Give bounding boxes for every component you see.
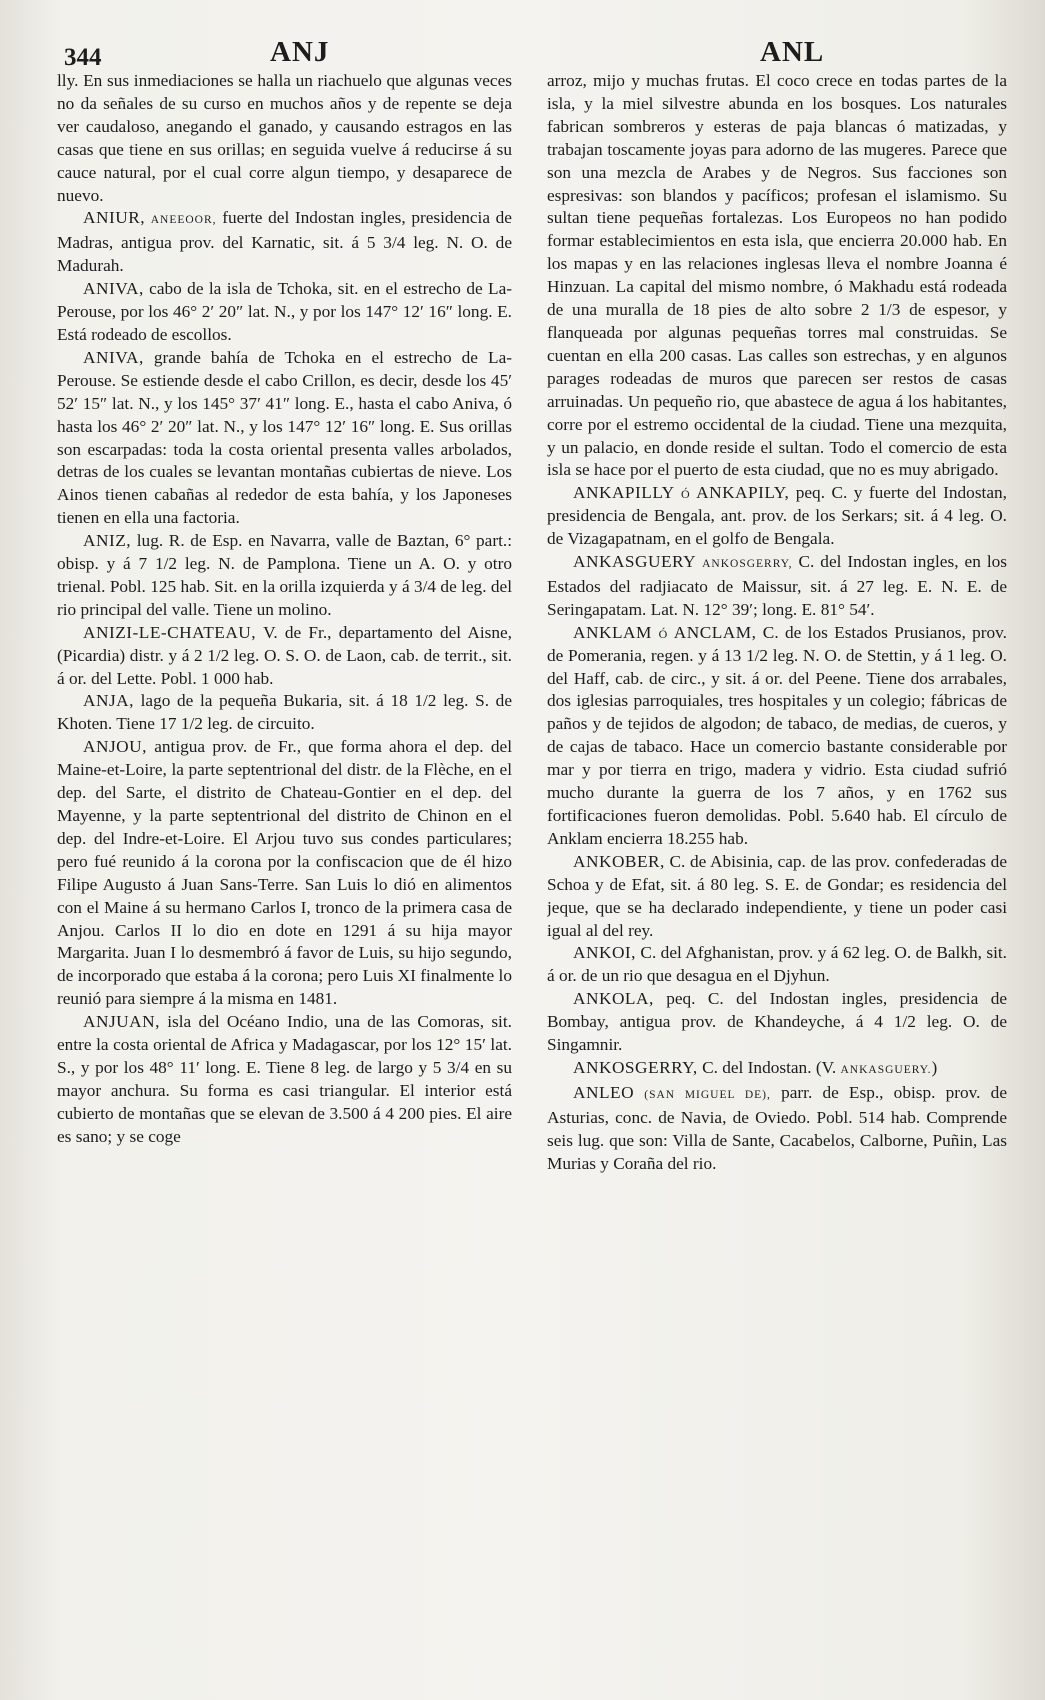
entry-text: antigua prov. de Fr., que forma ahora el dep. del Maine-et-Loire, la parte septentrional del distr. de la Flèche, en el dep. del Sarte, el distrito de Chateau-Gontier en el dep. del Mayenne, y la parte septentrional del distrito de Chinon en el dep. del Indre-et-Loire. El Arjou tuvo sus condes particulares; pero fué reunido á la corona por la confiscacion que de él hizo Filipe Augusto á Juan Sans-Terre. San Luis lo dió en alimentos con el Maine á su hermano Carlos I, tronco de la primera casa de Anjou. Carlos II lo dio en dote en 1291 á su hija mayor Margarita. Juan I lo desmembró á favor de Luis, su hijo segundo, de incorporado que estaba á la corona; pero Luis XI finalmente lo reunió para siempre á la misma en 1481. <box>57 737 512 1009</box>
entry-anjuan <box>57 1011 512 1148</box>
entry-continuation <box>547 70 1007 482</box>
entry-headword: ANLEO <box>573 1082 635 1102</box>
running-head-left: ANJ <box>270 36 330 68</box>
entry-ankola <box>547 988 1007 1057</box>
entry-alt-name: (SAN MIGUEL DE), <box>644 1088 771 1101</box>
entry-headword: ANIZI-LE-CHATEAU, <box>83 622 257 642</box>
entry-headword: ANKOI, <box>573 943 636 963</box>
entry-text: V. de Fr., departamento del Aisne, (Picardia) distr. y á 2 1/2 leg. O. S. O. de Laon, cab. de territ., sit. á or. del Lette. Pobl. 1 000 hab. <box>57 622 512 688</box>
entry-text: C. del Afghanistan, prov. y á 62 leg. O. de Balkh, sit. á or. de un rio que desagua en el Djyhun. <box>547 943 1007 986</box>
entry-text: cabo de la isla de Tchoka, sit. en el estrecho de La-Perouse, por los 46° 2′ 20″ lat. N., y por los 147° 12′ 16″ long. E. Está rodeado de escollos. <box>57 279 512 344</box>
entry-text: isla del Océano Indio, una de las Comoras, sit. entre la costa oriental de Africa y Madagascar, por los 12° 15′ lat. S., y por los 48° 11′ long. E. Tiene 8 leg. de largo y 5 3/4 en su mayor anchura. Su forma es casi triangular. El interior está cubierto de montañas que se elevan de 3.500 á 4 200 pies. El aire es sano; y se coge <box>57 1012 512 1146</box>
entry-ankasguery <box>547 551 1007 622</box>
entry-headword: ANKOSGERRY, <box>573 1057 698 1077</box>
entry-headword: ANKLAM ó ANCLAM, <box>573 622 757 642</box>
entry-aniur <box>57 207 512 278</box>
entry-text: peq. C. y fuerte del Indostan, presidencia de Bengala, ant. prov. de los Serkars; sit. á 4 leg. O. de Vizagapatnam, en el golfo de Bengala. <box>547 483 1007 549</box>
entry-ankober <box>547 851 1007 943</box>
entry-text: C. de Abisinia, cap. de las prov. confederadas de Schoa y de Efat, sit. á 80 leg. S. E. de Gondar; es residencia del jeque, que se ha declarado independiente, y tiene un poder casi igual al del rey. <box>547 851 1007 940</box>
entry-headword: ANKOBER, <box>573 851 665 871</box>
entry-cross-reference: ANKASGUERY. <box>840 1063 932 1076</box>
entry-headword: ANKOLA, <box>573 989 654 1009</box>
entry-headword: ANJA, <box>83 691 134 711</box>
entry-text: C. del Indostan ingles, en los Estados del radjiacato de Maissur, sit. á 27 leg. E. N. E. de Seringapatam. Lat. N. 12° 39′; long. E. 81° 54′. <box>547 552 1007 619</box>
page-number: 344 <box>64 44 102 71</box>
entry-ankapilly <box>547 482 1007 551</box>
entry-headword: ANIVA, <box>83 347 144 367</box>
entry-headword: ANJOU, <box>83 737 147 757</box>
entry-aniva-bay <box>57 347 512 530</box>
entry-text-close: ) <box>931 1057 938 1077</box>
entry-headword: ANIVA, <box>83 279 144 299</box>
right-column <box>547 70 1007 1670</box>
left-column <box>57 70 512 1670</box>
entry-headword: ANKAPILLY ó ANKAPILY, <box>573 483 790 503</box>
entry-aniz <box>57 530 512 622</box>
entry-anjou <box>57 736 512 1011</box>
entry-anja <box>57 690 512 736</box>
entry-text: grande bahía de Tchoka en el estrecho de La-Perouse. Se estiende desde el cabo Crillon, es decir, desde los 45′ 52′ 15″ lat. N., y los 145° 37′ 41″ long. E., hasta el cabo Aniva, ó hasta los 46° 2′ 20″ lat. N., y los 147° 12′ 16″ long. E. Sus orillas son escarpadas: toda la costa oriental presenta valles arbolados, detras de los cuales se levantan montañas cubiertas de nieve. Los Ainos tienen cabañas al rededor de esta bahía, y los Japoneses tienen en ella una factoria. <box>57 347 512 528</box>
entry-continuation <box>57 70 512 207</box>
entry-text: peq. C. del Indostan ingles, presidencia de Bombay, antigua prov. de Khandeyche, á 4 1/2 leg. O. de Singamnir. <box>547 989 1007 1055</box>
entry-headword: ANKASGUERY <box>573 552 697 572</box>
entry-text: fuerte del Indostan ingles, presidencia de Madras, antigua prov. del Karnatic, sit. á 5 3/4 leg. N. O. de Madurah. <box>57 208 512 276</box>
entry-text: lly. En sus inmediaciones se halla un riachuelo que algunas veces no da señales de su curso en muchos años y de repente se deja ver caudaloso, anegando el ganado, y causando estragos en las casas que tiene en sus orillas; en seguida vuelve á reducirse á su cauce natural, por el cual corre algun tiempo, y desaparece de nuevo. <box>57 71 512 205</box>
entry-anleo <box>547 1082 1007 1176</box>
entry-text: C. del Indostan. (V. <box>702 1057 837 1077</box>
entry-text: arroz, mijo y muchas frutas. El coco crece en todas partes de la isla, y la miel silvestre abunda en los bosques. Los naturales fabrican sombreros y esteras de paja blancas ó matizadas, y trabajan toscamente joyas para adorno de las mugeres. Parece que son una mezcla de Arabes y de Negros. Sus facciones son espresivas: son blandos y pacíficos; profesan el islamismo. Su sultan tiene pequeñas fortalezas. Los Europeos no han podido formar establecimientos en esta isla, que encierra 20.000 hab. En los mapas y en las relaciones inglesas lleva el nombre Joanna é Hinzuan. La capital del mismo nombre, ó Makhadu está rodeada de una muralla de 18 pies de alto sobre 2 1/3 de espesor, y flanqueada por algunas pequeñas torres mal construidas. Se cuentan en ella 200 casas. Las calles son estrechas, y en algunos parages rodeadas de muros que parecen ser restos de casas arruinadas. Un pequeño rio, que abastece de agua á los habitantes, corre por el estremo occidental de la ciudad. Tiene una mezquita, y un palacio, en donde reside el sultan. Todo el comercio de esta isla se hace por el puerto de esta ciudad, que no es muy abrigado. <box>547 71 1007 480</box>
entry-aniva-cape <box>57 278 512 347</box>
entry-ankosgerry <box>547 1057 1007 1082</box>
entry-headword: ANIZ, <box>83 531 132 551</box>
entry-alt-name: ANEEOOR, <box>150 214 217 227</box>
entry-text: C. de los Estados Prusianos, prov. de Pomerania, regen. y á 13 1/2 leg. N. O. de Stettin, y á 1 leg. O. del Haff, cab. de circ., y sit. á or. del Peene. Tiene dos arrabales, dos iglesias parroquiales, tres hospitales y un colegio; fábricas de paños y de tejidos de algodon; de tabaco, de medias, de cueros, y de cajas de tabaco. Hace un comercio bastante considerable por mar y por tierra en trigo, madera y vidrio. Esta ciudad sufrió mucho durante la guerra de los 7 años, y en 1762 sus fortificaciones fueron demolidas. Pobl. 5.640 hab. El círculo de Anklam encierra 18.255 hab. <box>547 622 1007 848</box>
entry-headword: ANJUAN, <box>83 1012 160 1032</box>
entry-text: parr. de Esp., obisp. prov. de Asturias, conc. de Navia, de Oviedo. Pobl. 514 hab. Comprende seis lug. que son: Villa de Sante, Cacabelos, Calborne, Puñin, Las Murias y Coraña del rio. <box>547 1082 1007 1173</box>
entry-anizi-le-chateau <box>57 622 512 691</box>
entry-ankoi <box>547 942 1007 988</box>
running-head-right: ANL <box>760 36 825 68</box>
entry-text: lago de la pequeña Bukaria, sit. á 18 1/2 leg. S. de Khoten. Tiene 17 1/2 leg. de circuito. <box>57 691 512 734</box>
entry-alt-name: ANKOSGERRY, <box>702 558 793 571</box>
entry-anklam <box>547 622 1007 851</box>
entry-headword: ANIUR, <box>83 208 146 228</box>
entry-text: lug. R. de Esp. en Navarra, valle de Baztan, 6° part.: obisp. y á 7 1/2 leg. N. de Pamplona. Tiene un A. O. y otro trienal. Pobl. 125 hab. Sit. en la orilla izquierda y á 3/4 de leg. del rio principal del valle. Tiene un molino. <box>57 531 512 619</box>
